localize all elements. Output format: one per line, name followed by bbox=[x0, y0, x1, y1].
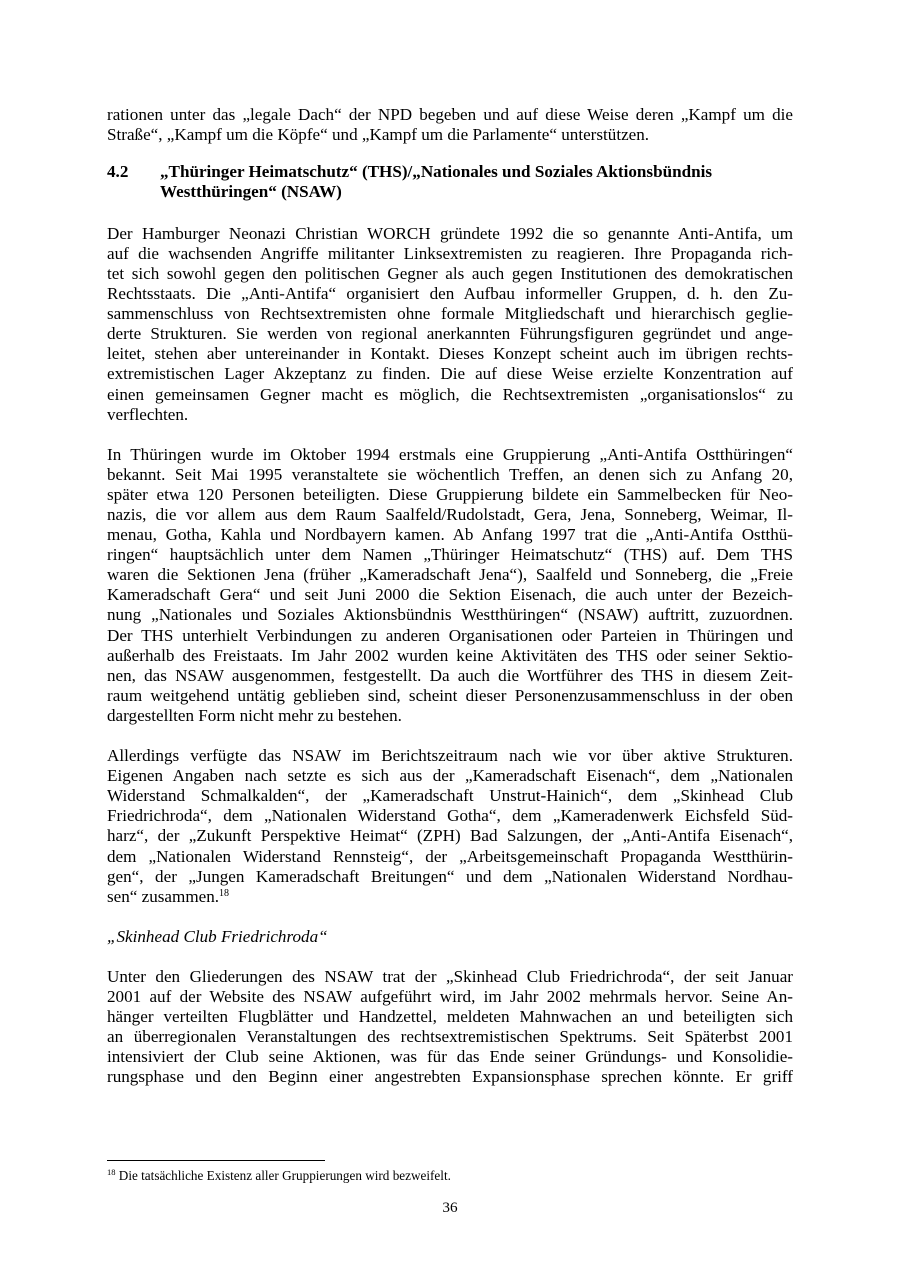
text-line: intensiviert der Club seine Aktionen, was für das Ende seiner Gründungs- und Konsolidie- bbox=[107, 1047, 793, 1067]
text-line: einen gemeinsamen Gegner macht es möglich, die Rechtsextremisten „organisationslos“ zu bbox=[107, 384, 793, 404]
text-line: ringen“ hauptsächlich unter dem Namen „Thüringer Heimatschutz“ (THS) auf. Dem THS bbox=[107, 545, 793, 565]
text-line: bekannt. Seit Mai 1995 veranstaltete sie wöchentlich Treffen, an denen sich zu Anfang 20, bbox=[107, 464, 793, 484]
text-line: hänger verteilten Flugblätter und Handzettel, meldeten Mahnwachen an und beteiligten sich bbox=[107, 1007, 793, 1027]
paragraph-nsaw bbox=[107, 746, 793, 907]
text-line: harz“, der „Zukunft Perspektive Heimat“ (ZPH) Bad Salzungen, der „Anti-Antifa Eisenach“, bbox=[107, 826, 793, 846]
text-line: nung „Nationales und Soziales Aktionsbündnis Westthüringen“ (NSAW) auftritt, zuzuordnen. bbox=[107, 605, 793, 625]
footnote-divider bbox=[107, 1160, 325, 1161]
text-line: außerhalb des Freistaats. Im Jahr 2002 wurden keine Aktivitäten des THS oder seiner Sektio- bbox=[107, 645, 793, 665]
page-number: 36 bbox=[442, 1199, 458, 1216]
paragraph-skinhead-club bbox=[107, 967, 793, 1088]
text-line: Der Hamburger Neonazi Christian WORCH gründete 1992 die so genannte Anti-Antifa, um bbox=[107, 223, 793, 243]
text-line: gen“, der „Jungen Kameradschaft Breitungen“ und dem „Nationalen Widerstand Nordhau- bbox=[107, 866, 793, 886]
text-line: dargestellten Form nicht mehr zu bestehen. bbox=[107, 705, 402, 725]
continued-paragraph bbox=[107, 105, 793, 145]
paragraph-ths bbox=[107, 445, 793, 726]
text-line: In Thüringen wurde im Oktober 1994 erstmals eine Gruppierung „Anti-Antifa Ostthüringen“ bbox=[107, 444, 793, 464]
text-line: auf die wachsenden Angriffe militanter Linksextremisten zu reagieren. Ihre Propaganda rich- bbox=[107, 243, 793, 263]
text-line: Allerdings verfügte das NSAW im Berichtszeitraum nach wie vor über aktive Strukturen. bbox=[107, 746, 793, 766]
subheading: „Skinhead Club Friedrichroda“ bbox=[107, 926, 328, 946]
section-heading bbox=[107, 162, 793, 203]
section-title bbox=[160, 162, 793, 203]
text-line: extremistischen Lager Akzeptanz zu finden. Die auf diese Weise erzielte Konzentration auf bbox=[107, 364, 793, 384]
text-line bbox=[107, 887, 793, 907]
paragraph-anti-antifa bbox=[107, 224, 793, 425]
footnote-number: 18 bbox=[107, 1167, 116, 1177]
text-line: an überregionalen Veranstaltungen des rechtsextremistischen Spektrums. Seit Späterbst 2001 bbox=[107, 1027, 793, 1047]
footnote bbox=[107, 1168, 451, 1184]
section-number: 4.2 bbox=[107, 162, 129, 182]
text-line: raum weitgehend untätig geblieben sind, scheint dieser Personenzusammenschluss in der oben bbox=[107, 685, 793, 705]
title-line: Westthüringen“ (NSAW) bbox=[160, 182, 342, 202]
text-line: nen, das NSAW ausgenommen, festgestellt. Da auch die Wortführer des THS in diesem Zeit- bbox=[107, 665, 793, 685]
text-line: dem „Nationalen Widerstand Rennsteig“, der „Arbeitsgemeinschaft Propaganda Westthürin- bbox=[107, 846, 793, 866]
text-line: Friedrichroda“, dem „Nationalen Widerstand Gotha“, dem „Kameradenwerk Eichsfeld Süd- bbox=[107, 806, 793, 826]
text-line: rationen unter das „legale Dach“ der NPD begeben und auf diese Weise deren „Kampf um die bbox=[107, 105, 793, 124]
text-line: verflechten. bbox=[107, 404, 189, 424]
text-line: Eigenen Angaben nach setzte es sich aus der „Kameradschaft Eisenach“, dem „Nationalen bbox=[107, 766, 793, 786]
footnote-reference: 18 bbox=[219, 887, 230, 899]
text-line: Unter den Gliederungen des NSAW trat der „Skinhead Club Friedrichroda“, der seit Januar bbox=[107, 966, 793, 986]
title-line: „Thüringer Heimatschutz“ (THS)/„Nationales und Soziales Aktionsbündnis bbox=[160, 162, 713, 182]
text-line: waren die Sektionen Jena (früher „Kameradschaft Jena“), Saalfeld und Sonneberg, die „Freie bbox=[107, 565, 793, 585]
text-line: Kameradschaft Gera“ und seit Juni 2000 die Sektion Eisenach, die auch unter der Bezeich- bbox=[107, 585, 793, 605]
text-line: Widerstand Schmalkalden“, der „Kameradschaft Unstrut-Hainich“, dem „Skinhead Club bbox=[107, 786, 793, 806]
text-line: später etwa 120 Personen beteiligten. Diese Gruppierung bildete ein Sammelbecken für Neo- bbox=[107, 484, 793, 504]
page-body bbox=[107, 105, 793, 1107]
text-line: menau, Gotha, Kahla und Nordbayern kamen. Ab Anfang 1997 trat die „Anti-Antifa Ostthü- bbox=[107, 525, 793, 545]
text-line: nazis, die vor allem aus dem Raum Saalfeld/Rudolstadt, Gera, Jena, Sonneberg, Weimar, Il- bbox=[107, 505, 793, 524]
text-line: tet sich sowohl gegen den politischen Gegner als auch gegen Institutionen des demokratischen bbox=[107, 263, 793, 283]
text-line: rungsphase und den Beginn einer angestrebten Expansionsphase sprechen könnte. Er griff bbox=[107, 1067, 793, 1087]
text-line: leitet, stehen aber untereinander in Kontakt. Dieses Konzept scheint auch im übrigen rechts- bbox=[107, 344, 793, 364]
text-line: Straße“, „Kampf um die Köpfe“ und „Kampf um die Parlamente“ unterstützen. bbox=[107, 125, 650, 145]
text-fragment: sen“ zusammen. bbox=[107, 886, 220, 906]
text-line: sammenschluss von Rechtsextremisten ohne formale Mitgliedschaft und hierarchisch geglie- bbox=[107, 304, 793, 324]
footnote-text: Die tatsächliche Existenz aller Gruppierungen wird bezweifelt. bbox=[118, 1168, 451, 1183]
text-line: Der THS unterhielt Verbindungen zu anderen Organisationen oder Parteien in Thüringen und bbox=[107, 625, 793, 645]
text-line: derte Strukturen. Sie werden von regional anerkannten Führungsfiguren gegründet und ange- bbox=[107, 324, 793, 344]
text-line: Rechtsstaats. Die „Anti-Antifa“ organisiert den Aufbau informeller Gruppen, d. h. den Zu- bbox=[107, 284, 793, 304]
text-line: 2001 auf der Website des NSAW aufgeführt wird, im Jahr 2002 mehrmals hervor. Seine An- bbox=[107, 986, 793, 1006]
